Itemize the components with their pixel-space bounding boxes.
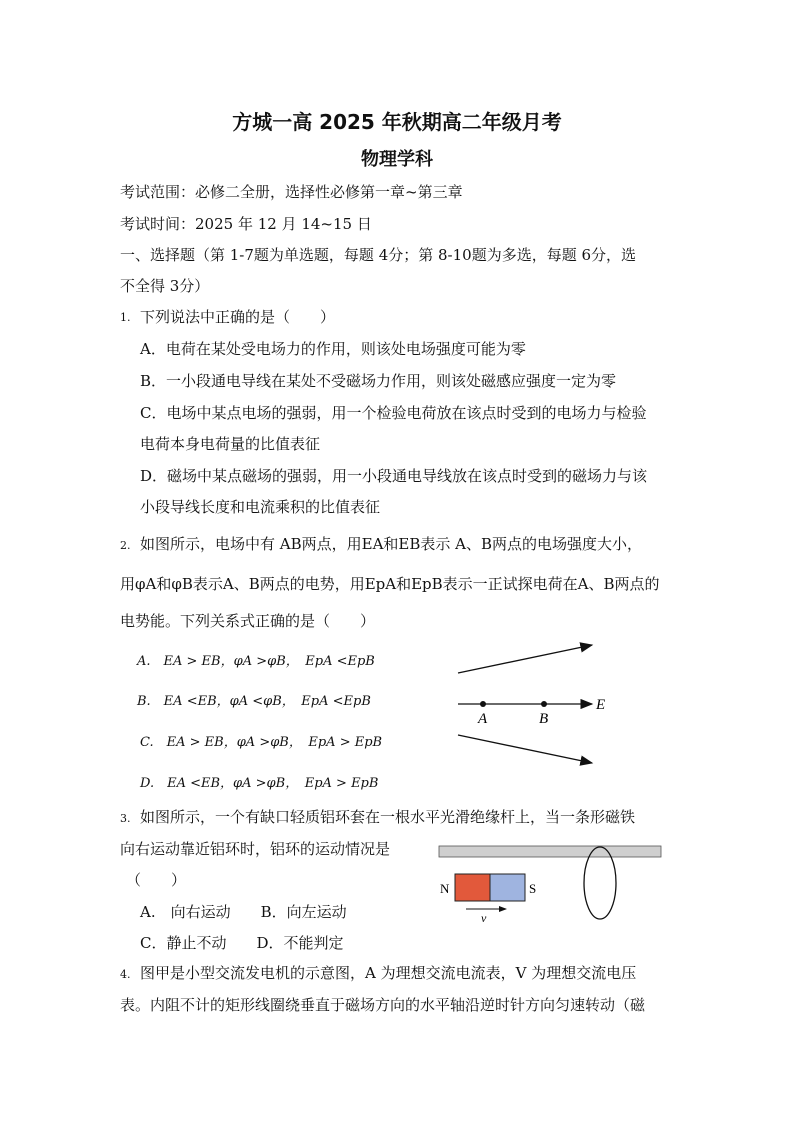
north-label: N xyxy=(440,881,450,896)
magnet-ring-figure xyxy=(430,838,670,923)
q3-line2: 向右运动靠近铝环时，铝环的运动情况是 xyxy=(120,840,391,858)
magnet-north-pole xyxy=(455,874,490,901)
exam-scope: 考试范围：必修二全册，选择性必修第一章~第三章 xyxy=(120,183,463,201)
insulating-rod xyxy=(439,846,661,857)
point-a-dot xyxy=(480,701,486,707)
point-a-label: A xyxy=(478,711,488,727)
q1-option-d-line2: 小段导线长度和电流乘积的比值表征 xyxy=(140,498,381,516)
q4-line1: 图甲是小型交流发电机的示意图，A 为理想交流电流表，V 为理想交流电压 xyxy=(140,964,637,982)
electric-field-figure xyxy=(450,636,620,771)
section-heading-line2: 不全得 3分） xyxy=(120,277,210,295)
q2-number: 2. xyxy=(120,539,131,552)
aluminum-ring xyxy=(584,847,616,919)
q3-line3: （ ） xyxy=(126,871,187,889)
q4-number: 4. xyxy=(120,968,131,981)
q2-line1: 如图所示，电场中有 AB两点，用EA和EB表示 A、B两点的电场强度大小， xyxy=(140,535,643,553)
q3-options-ab: A. 向右运动 B．向左运动 xyxy=(140,903,347,921)
q3-number: 3. xyxy=(120,812,131,825)
field-line-top xyxy=(458,645,592,673)
field-e-label: E xyxy=(596,697,606,713)
q1-option-b: B．一小段通电导线在某处不受磁场力作用，则该处磁感应强度一定为零 xyxy=(140,372,617,390)
q1-option-c-line1: C．电场中某点电场的强弱，用一个检验电荷放在该点时受到的电场力与检验 xyxy=(140,404,647,422)
exam-title: 方城一高 2025 年秋期高二年级月考 xyxy=(232,110,562,134)
south-label: S xyxy=(529,881,537,896)
exam-time: 考试时间：2025 年 12 月 14~15 日 xyxy=(120,215,372,233)
q1-option-c-line2: 电荷本身电荷量的比值表征 xyxy=(140,435,321,453)
magnet-south-pole xyxy=(490,874,525,901)
q2-line3: 电势能。下列关系式正确的是（ ） xyxy=(120,612,376,630)
q1-option-a: A．电荷在某处受电场力的作用，则该处电场强度可能为零 xyxy=(140,340,526,358)
field-line-bottom xyxy=(458,735,592,763)
q2-line2: 用φA和φB表示A、B两点的电势，用EpA和EpB表示一正试探电荷在A、B两点的 xyxy=(120,575,660,593)
q3-options-cd: C．静止不动 D．不能判定 xyxy=(140,934,344,952)
point-b-label: B xyxy=(539,711,549,727)
section-heading-line1: 一、选择题（第 1-7题为单选题，每题 4分；第 8-10题为多选，每题 6分，选 xyxy=(120,246,637,264)
q2-option-d: D. EA <EB，φA >φB， EpA > EpB xyxy=(140,776,379,791)
velocity-label: v xyxy=(481,911,487,923)
q2-option-a: A. EA > EB，φA >φB， EpA <EpB xyxy=(137,654,375,669)
q4-line2: 表。内阻不计的矩形线圈绕垂直于磁场方向的水平轴沿逆时针方向匀速转动（磁 xyxy=(120,996,646,1014)
q2-option-c: C. EA > EB，φA >φB， EpA > EpB xyxy=(140,735,383,750)
subject-title: 物理学科 xyxy=(361,149,433,170)
q1-option-d-line1: D．磁场中某点磁场的强弱，用一小段通电导线放在该点时受到的磁场力与该 xyxy=(140,467,648,485)
q2-option-b: B. EA <EB，φA <φB， EpA <EpB xyxy=(137,694,371,709)
q1-number: 1. xyxy=(120,311,131,324)
point-b-dot xyxy=(541,701,547,707)
q1-stem: 下列说法中正确的是（ ） xyxy=(140,308,336,326)
q3-line1: 如图所示，一个有缺口轻质铝环套在一根水平光滑绝缘杆上，当一条形磁铁 xyxy=(140,808,636,826)
